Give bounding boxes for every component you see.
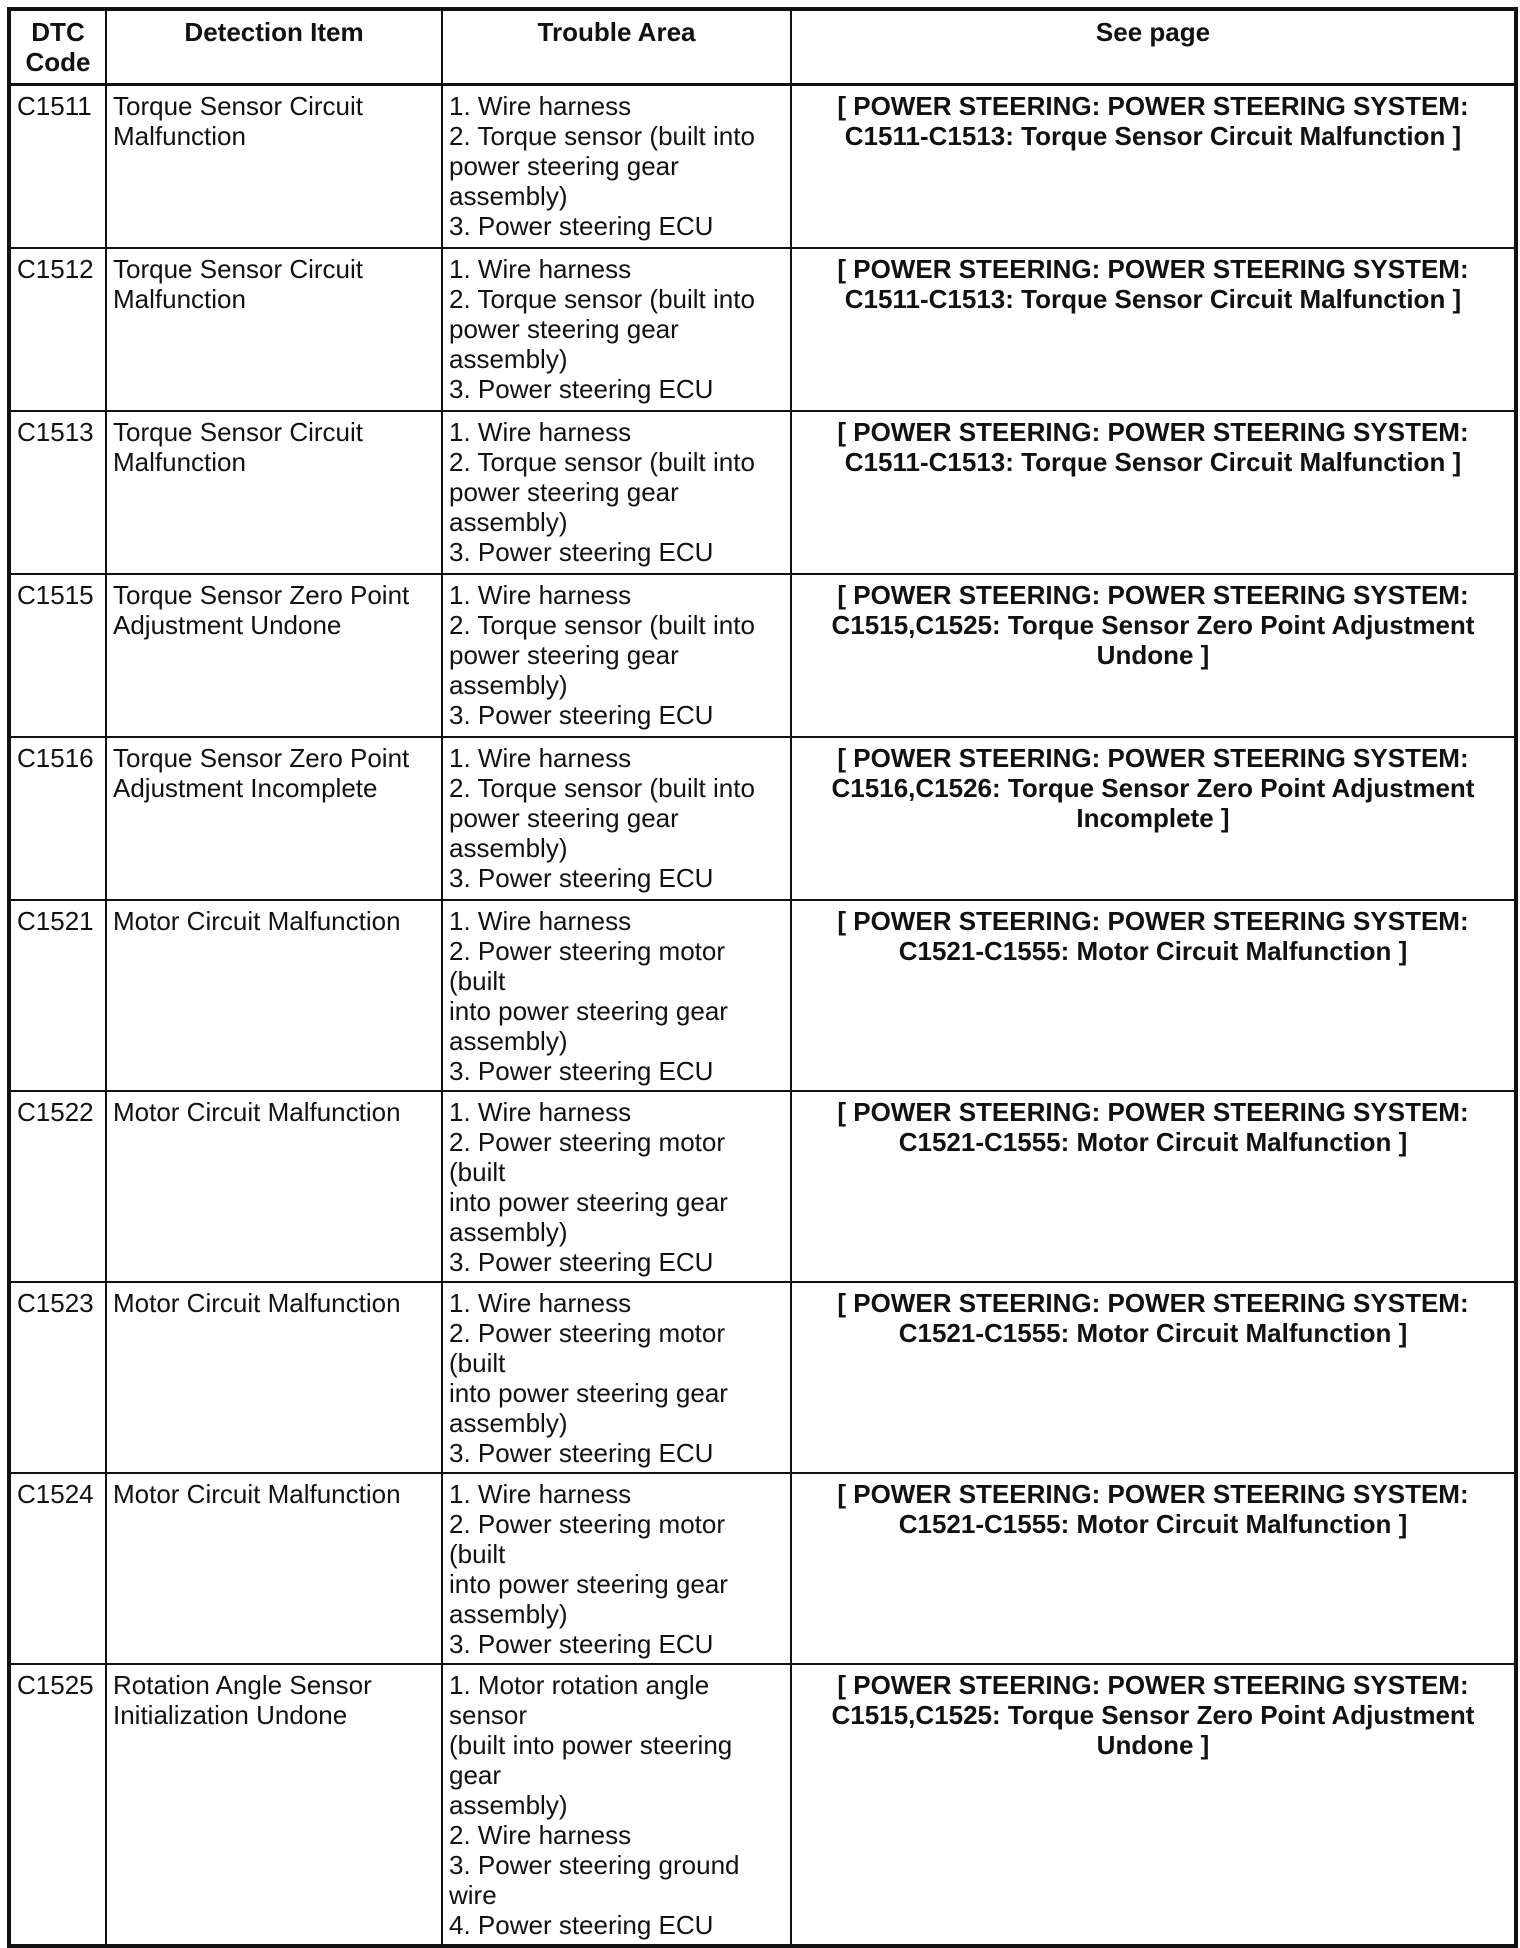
table-row [9,85,1516,248]
see-page-cell [791,574,1516,737]
header-trouble-area: Trouble Area [442,9,791,85]
see-page-reference-line: C1521-C1555: Motor Circuit Malfunction ] [898,1126,1408,1157]
detection-item-cell [106,737,442,900]
detection-item-line: Adjustment Undone [113,609,342,640]
trouble-area-cell [442,248,791,411]
trouble-area-line: 2. Power steering motor (built [449,935,726,996]
table-row [9,1473,1516,1664]
trouble-area-line: 2. Power steering motor (built [449,1508,726,1569]
see-page-reference-line: C1511-C1513: Torque Sensor Circuit Malfunction ] [844,283,1462,314]
trouble-area-line: 2. Power steering motor (built [449,1317,726,1378]
detection-item-cell [106,1282,442,1473]
trouble-area-line: 3. Power steering ECU [449,1437,714,1468]
detection-item-line: Motor Circuit Malfunction [113,1478,401,1509]
trouble-area-line: assembly) [449,1407,568,1438]
trouble-area-cell [442,1473,791,1664]
detection-item-cell [106,574,442,737]
see-page-reference-line: [ POWER STEERING: POWER STEERING SYSTEM: [837,91,1469,121]
see-page-reference-line: [ POWER STEERING: POWER STEERING SYSTEM: [837,416,1469,447]
dtc-code-cell: C1515 [9,574,106,737]
trouble-area-line: 1. Motor rotation angle sensor [449,1669,710,1730]
detection-item-cell [106,1473,442,1664]
detection-item-line: Torque Sensor Circuit [113,416,363,447]
see-page-reference-line: [ POWER STEERING: POWER STEERING SYSTEM: [837,1096,1469,1127]
detection-item-line: Initialization Undone [113,1699,348,1730]
trouble-area-line: assembly) [449,832,568,863]
dtc-code-cell: C1516 [9,737,106,900]
dtc-code-cell: C1523 [9,1282,106,1473]
trouble-area-line: 3. Power steering ECU [449,536,714,567]
trouble-area-cell [442,574,791,737]
trouble-area-line: 2. Torque sensor (built into [449,446,755,477]
trouble-area-cell [442,85,791,248]
trouble-area-line: 1. Wire harness [449,416,632,447]
see-page-reference-line: C1515,C1525: Torque Sensor Zero Point Adjustment [831,609,1475,640]
header-dtc-code [9,9,106,85]
see-page-reference-line: Incomplete ] [1076,802,1230,833]
see-page-cell [791,411,1516,574]
see-page-cell [791,1473,1516,1664]
detection-item-line: Torque Sensor Zero Point [113,742,410,773]
detection-item-line: Malfunction [113,446,246,477]
trouble-area-line: assembly) [449,1216,568,1247]
detection-item-cell [106,248,442,411]
header-see-page: See page [791,9,1516,85]
detection-item-line: Motor Circuit Malfunction [113,905,401,936]
table-row [9,900,1516,1091]
trouble-area-line: assembly) [449,343,568,374]
trouble-area-line: 1. Wire harness [449,742,632,773]
trouble-area-line: 1. Wire harness [449,1287,632,1318]
trouble-area-line: 2. Wire harness [449,1819,632,1850]
table-row [9,1091,1516,1282]
trouble-area-line: 2. Torque sensor (built into [449,772,755,803]
trouble-area-line: 2. Torque sensor (built into [449,283,755,314]
detection-item-line: Torque Sensor Zero Point [113,579,410,610]
trouble-area-cell [442,1282,791,1473]
table-row [9,1664,1516,1946]
table-row [9,248,1516,411]
dtc-code-cell: C1511 [9,85,106,248]
see-page-cell [791,900,1516,1091]
trouble-area-line: assembly) [449,181,568,211]
detection-item-line: Motor Circuit Malfunction [113,1287,401,1318]
trouble-area-line: 3. Power steering ECU [449,373,714,404]
trouble-area-line: assembly) [449,1598,568,1629]
see-page-reference-line: C1511-C1513: Torque Sensor Circuit Malfunction ] [844,121,1462,151]
trouble-area-line: 1. Wire harness [449,905,632,936]
see-page-reference-line: C1511-C1513: Torque Sensor Circuit Malfunction ] [844,446,1462,477]
table-row [9,1282,1516,1473]
header-dtc-code-line2: Code [25,47,91,77]
see-page-reference-line: C1521-C1555: Motor Circuit Malfunction ] [898,935,1408,966]
trouble-area-line: assembly) [449,669,568,700]
see-page-reference-line: [ POWER STEERING: POWER STEERING SYSTEM: [837,905,1469,936]
trouble-area-line: power steering gear [449,802,679,833]
trouble-area-line: assembly) [449,1789,568,1820]
trouble-area-line: 3. Power steering ECU [449,211,714,241]
trouble-area-line: 1. Wire harness [449,579,632,610]
trouble-area-line: 1. Wire harness [449,91,632,121]
see-page-reference-line: [ POWER STEERING: POWER STEERING SYSTEM: [837,253,1469,284]
trouble-area-cell [442,900,791,1091]
see-page-reference-line: [ POWER STEERING: POWER STEERING SYSTEM: [837,1478,1469,1509]
see-page-reference-line: [ POWER STEERING: POWER STEERING SYSTEM: [837,1669,1469,1700]
see-page-cell [791,1282,1516,1473]
detection-item-cell [106,1664,442,1946]
table-row [9,737,1516,900]
see-page-reference-line: C1516,C1526: Torque Sensor Zero Point Adjustment [831,772,1475,803]
see-page-cell [791,85,1516,248]
trouble-area-line: 3. Power steering ground wire [449,1849,740,1910]
table-body [9,85,1516,1946]
detection-item-line: Torque Sensor Circuit [113,91,363,121]
trouble-area-line: 3. Power steering ECU [449,862,714,893]
table-header [9,9,1516,85]
see-page-cell [791,737,1516,900]
dtc-code-cell: C1521 [9,900,106,1091]
detection-item-cell [106,900,442,1091]
trouble-area-line: 2. Power steering motor (built [449,1126,726,1187]
detection-item-line: Rotation Angle Sensor [113,1669,372,1700]
trouble-area-line: (built into power steering gear [449,1729,733,1790]
trouble-area-line: 2. Torque sensor (built into [449,121,755,151]
header-dtc-code-line1: DTC [31,17,85,47]
header-row [9,9,1516,85]
trouble-area-line: power steering gear [449,639,679,670]
table-row [9,574,1516,737]
trouble-area-line: into power steering gear [449,1568,728,1599]
detection-item-line: Motor Circuit Malfunction [113,1096,401,1127]
trouble-area-line: assembly) [449,506,568,537]
trouble-area-line: 1. Wire harness [449,253,632,284]
trouble-area-line: power steering gear [449,313,679,344]
trouble-area-line: 1. Wire harness [449,1096,632,1127]
detection-item-cell [106,411,442,574]
trouble-area-cell [442,1091,791,1282]
trouble-area-cell [442,411,791,574]
trouble-area-line: 4. Power steering ECU [449,1909,714,1940]
trouble-area-cell [442,737,791,900]
trouble-area-cell [442,1664,791,1946]
see-page-cell [791,1664,1516,1946]
see-page-reference-line: Undone ] [1096,639,1210,670]
dtc-code-cell: C1513 [9,411,106,574]
dtc-code-cell: C1512 [9,248,106,411]
trouble-area-line: assembly) [449,1025,568,1056]
detection-item-line: Malfunction [113,283,246,314]
see-page-reference-line: [ POWER STEERING: POWER STEERING SYSTEM: [837,742,1469,773]
detection-item-line: Adjustment Incomplete [113,772,378,803]
trouble-area-line: 2. Torque sensor (built into [449,609,755,640]
see-page-reference-line: C1521-C1555: Motor Circuit Malfunction ] [898,1508,1408,1539]
trouble-area-line: 1. Wire harness [449,1478,632,1509]
header-detection-item: Detection Item [106,9,442,85]
trouble-area-line: into power steering gear [449,1186,728,1217]
trouble-area-line: 3. Power steering ECU [449,1628,714,1659]
see-page-reference-line: C1521-C1555: Motor Circuit Malfunction ] [898,1317,1408,1348]
detection-item-cell [106,1091,442,1282]
trouble-area-line: 3. Power steering ECU [449,1055,714,1086]
see-page-reference-line: [ POWER STEERING: POWER STEERING SYSTEM: [837,1287,1469,1318]
dtc-code-cell: C1525 [9,1664,106,1946]
detection-item-line: Torque Sensor Circuit [113,253,363,284]
see-page-reference-line: [ POWER STEERING: POWER STEERING SYSTEM: [837,579,1469,610]
trouble-area-line: power steering gear [449,151,679,181]
trouble-area-line: 3. Power steering ECU [449,699,714,730]
trouble-area-line: into power steering gear [449,1377,728,1408]
table-row [9,411,1516,574]
trouble-area-line: 3. Power steering ECU [449,1246,714,1277]
trouble-area-line: power steering gear [449,476,679,507]
dtc-table [7,7,1518,1948]
detection-item-cell [106,85,442,248]
detection-item-line: Malfunction [113,121,246,151]
see-page-cell [791,1091,1516,1282]
see-page-reference-line: Undone ] [1096,1729,1210,1760]
see-page-cell [791,248,1516,411]
trouble-area-line: into power steering gear [449,995,728,1026]
dtc-code-cell: C1524 [9,1473,106,1664]
see-page-reference-line: C1515,C1525: Torque Sensor Zero Point Adjustment [831,1699,1475,1730]
dtc-code-cell: C1522 [9,1091,106,1282]
